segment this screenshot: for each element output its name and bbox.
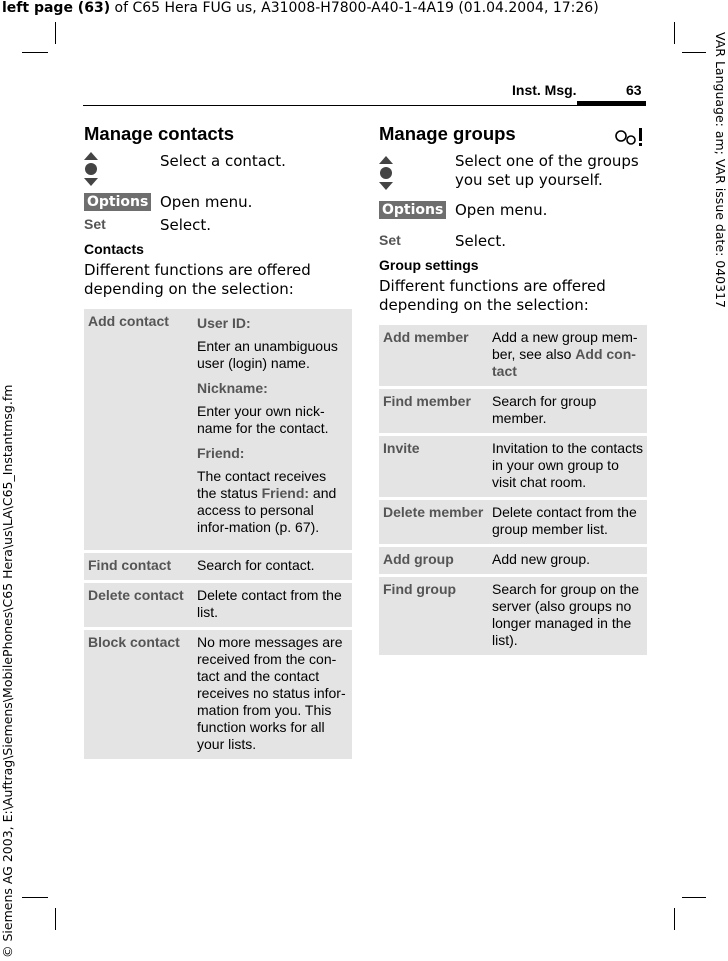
step-select-contact xyxy=(84,152,352,189)
table-row xyxy=(84,309,352,552)
highlight-term: Friend: xyxy=(261,485,310,501)
function-label: Add group xyxy=(379,546,488,576)
table-row xyxy=(379,388,647,435)
function-description: Search for group on the server (also groups no longer managed in the list). xyxy=(488,576,647,657)
function-description: No more messages are received from the con-tact and the contact receives no status infor-mation from you. This function works for all your lists. xyxy=(193,629,352,761)
function-label: Block contact xyxy=(84,629,193,761)
table-row xyxy=(379,546,647,576)
subheading: Group settings xyxy=(379,257,479,273)
crop-mark xyxy=(674,22,675,44)
table-row xyxy=(379,576,647,657)
subheading: Contacts xyxy=(84,241,144,257)
slug-page-ref: left page (63) xyxy=(2,0,111,16)
step-text: Select a contact. xyxy=(160,152,286,170)
header-rule xyxy=(83,105,646,106)
running-header-title: Inst. Msg. xyxy=(512,82,577,98)
function-label: Add member xyxy=(379,325,488,388)
table-row xyxy=(84,552,352,582)
group-settings-table xyxy=(379,325,647,658)
header-tab-bar xyxy=(577,101,646,105)
nav-key-icon xyxy=(84,152,98,186)
function-label: Invite xyxy=(379,435,488,499)
crop-mark xyxy=(55,908,56,930)
step-text: Open menu. xyxy=(455,201,548,219)
page-number: 63 xyxy=(626,82,642,98)
contacts-function-table xyxy=(84,309,352,762)
highlight-term: Add con-tact xyxy=(492,346,636,379)
side-copyright-path: © Siemens AG 2003, E:\Auftrag\Siemens\MobilePhones\C65 Hera\us\LA\C65_Instantmsg.fm xyxy=(0,384,15,958)
crop-mark xyxy=(22,52,48,53)
option-label: Friend: xyxy=(197,445,245,461)
options-softkey: Options xyxy=(379,201,446,219)
step-open-menu xyxy=(84,193,352,212)
set-softkey: Set xyxy=(84,216,106,232)
step-text: Select. xyxy=(455,232,507,250)
step-select-group xyxy=(379,152,647,193)
manage-groups-section xyxy=(379,120,647,658)
side-language-note: VAR Language: am; VAR issue date: 040317 xyxy=(713,32,728,308)
set-softkey: Set xyxy=(379,232,401,248)
print-slug xyxy=(2,0,599,16)
function-description xyxy=(193,309,352,552)
table-row xyxy=(379,325,647,388)
intro-paragraph: Different functions are offered depending on the selection: xyxy=(84,261,311,298)
intro-paragraph: Different functions are offered depending on the selection: xyxy=(379,277,606,314)
function-label: Find contact xyxy=(84,552,193,582)
options-softkey: Options xyxy=(84,193,151,211)
step-text: Select. xyxy=(160,216,212,234)
crop-mark xyxy=(682,897,706,898)
option-label: Nickname: xyxy=(197,380,268,396)
table-row xyxy=(379,499,647,546)
table-row xyxy=(379,435,647,499)
crop-mark xyxy=(682,52,706,53)
step-select xyxy=(84,216,352,235)
option-label: User ID: xyxy=(197,315,251,331)
function-description: Search for group member. xyxy=(488,388,647,435)
step-text: Select one of the groups you set up yourself. xyxy=(455,152,639,189)
step-open-menu xyxy=(379,201,647,220)
text-fragment: Add a new group mem-ber, see also xyxy=(492,329,638,362)
section-heading: Manage groups xyxy=(379,123,516,144)
text-fragment: The contact receives the status xyxy=(197,468,327,501)
function-description: Add new group. xyxy=(488,546,647,576)
table-row xyxy=(84,582,352,629)
crop-mark xyxy=(22,897,48,898)
function-label: Find member xyxy=(379,388,488,435)
table-row xyxy=(84,629,352,761)
slug-document-info: of C65 Hera FUG us, A31008-H7800-A40-1-4A19 (01.04.2004, 17:26) xyxy=(110,0,599,16)
manage-contacts-section xyxy=(84,120,352,762)
function-label: Delete contact xyxy=(84,582,193,629)
nav-key-icon xyxy=(379,156,393,190)
option-text xyxy=(197,468,348,536)
function-description xyxy=(488,325,647,388)
option-text: Enter your own nick-name for the contact. xyxy=(197,403,329,436)
section-heading: Manage contacts xyxy=(84,123,235,144)
crop-mark xyxy=(55,22,56,44)
function-label: Delete member xyxy=(379,499,488,546)
function-description: Search for contact. xyxy=(193,552,352,582)
option-text: Enter an unambiguous user (login) name. xyxy=(197,338,338,371)
crop-mark xyxy=(674,908,675,930)
function-label: Find group xyxy=(379,576,488,657)
function-description: Delete contact from the group member list. xyxy=(488,499,647,546)
function-label: Add contact xyxy=(84,309,193,552)
step-text: Open menu. xyxy=(160,193,253,211)
function-description: Delete contact from the list. xyxy=(193,582,352,629)
step-select xyxy=(379,232,647,251)
function-description: Invitation to the contacts in your own group to visit chat room. xyxy=(488,435,647,499)
text-fragment: and access to personal infor-mation (p. 67). xyxy=(197,485,337,535)
